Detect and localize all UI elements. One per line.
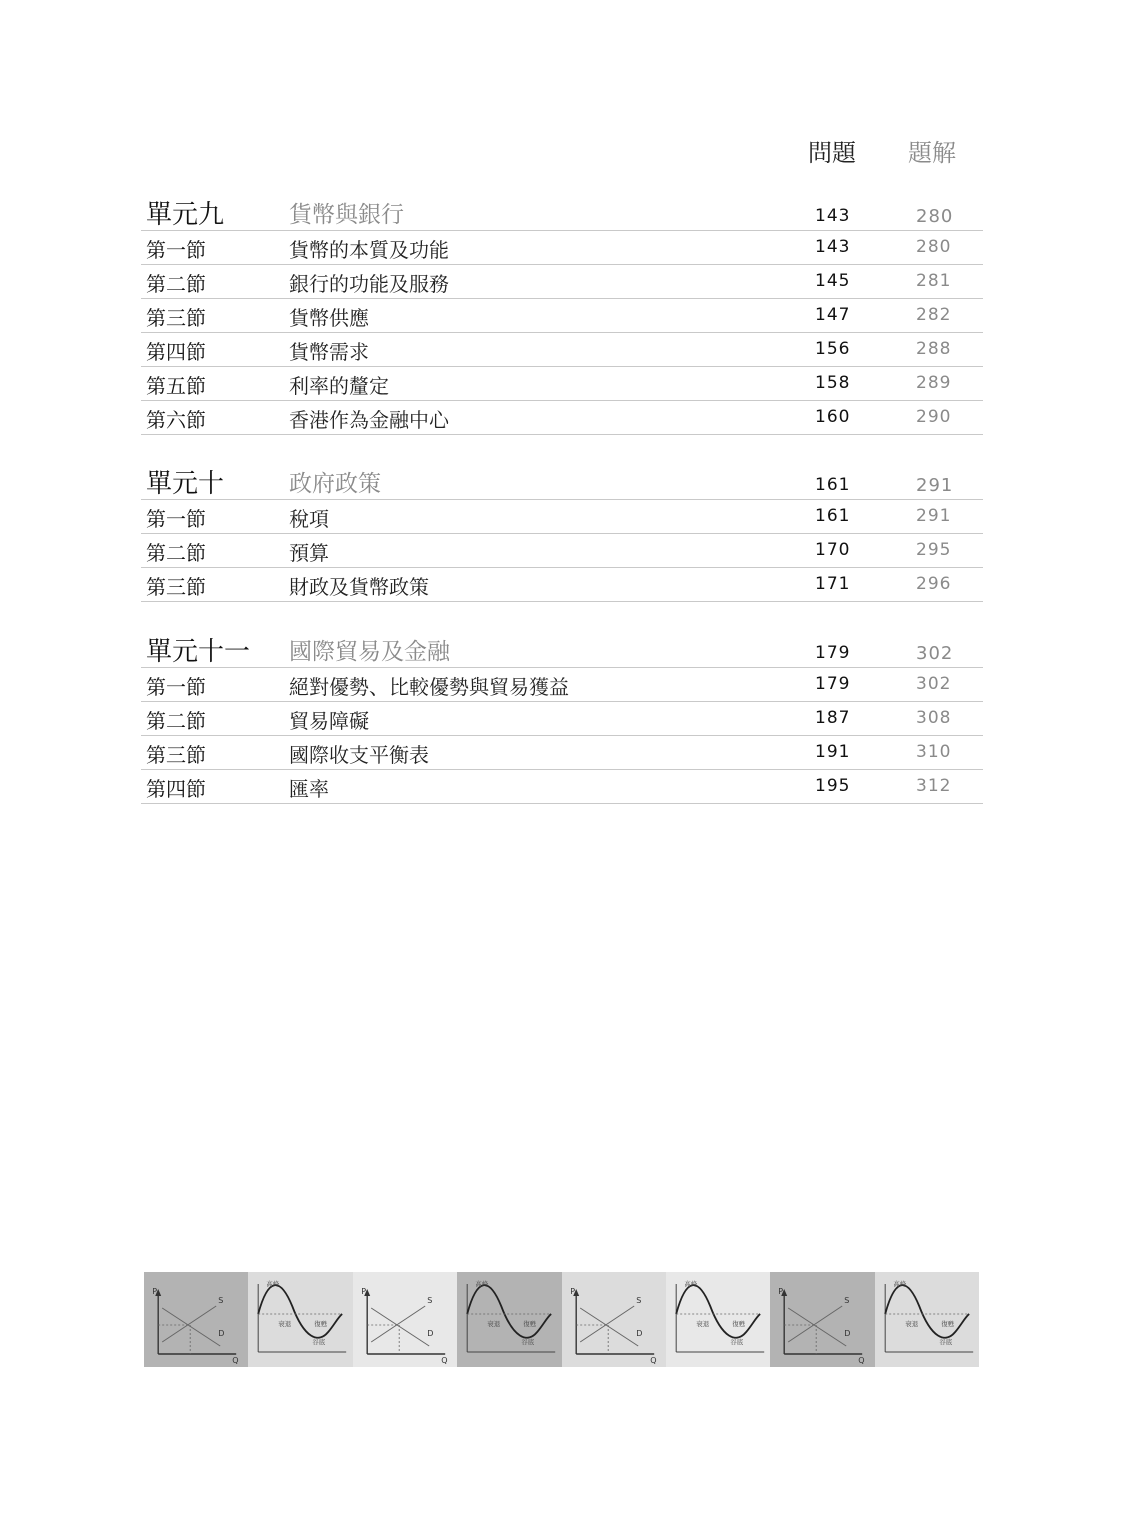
unit-label: 單元十 (146, 469, 225, 499)
supply-label: S (635, 1296, 641, 1305)
supply-demand-graphic (770, 1272, 874, 1367)
price-axis-label: P (152, 1287, 158, 1296)
section-title: 香港作為金融中心 (289, 408, 449, 432)
section-label: 第一節 (146, 238, 206, 262)
unit-label: 單元十一 (146, 637, 251, 667)
recession-label: 衰退 (904, 1320, 918, 1328)
recovery-label: 復甦 (940, 1320, 954, 1328)
section-row[interactable] (141, 534, 983, 568)
supply-label: S (426, 1296, 433, 1305)
question-page: 161 (815, 506, 851, 526)
business-cycle-graphic (248, 1272, 352, 1367)
question-page: 147 (815, 305, 851, 325)
trough-label: 谷底 (521, 1338, 535, 1346)
recession-label: 衰退 (696, 1320, 710, 1328)
supply-demand-graphic (353, 1272, 457, 1367)
quantity-axis-label: Q (649, 1356, 656, 1365)
section-title: 國際收支平衡表 (289, 743, 429, 767)
section-row[interactable] (141, 568, 983, 602)
question-page: 156 (815, 339, 851, 359)
question-page: 143 (815, 206, 851, 226)
unit-10 (141, 463, 983, 602)
supply-label: S (218, 1296, 224, 1305)
section-row[interactable] (141, 702, 983, 736)
question-page: 171 (815, 574, 851, 594)
quantity-axis-label: Q (232, 1356, 239, 1365)
solution-page: 310 (916, 742, 952, 762)
demand-label: D (218, 1329, 225, 1338)
solution-page: 280 (916, 237, 952, 257)
section-row[interactable] (141, 265, 983, 299)
supply-demand-graphic (144, 1272, 248, 1367)
section-row[interactable] (141, 367, 983, 401)
supply-demand-graphic (562, 1272, 666, 1367)
quantity-axis-label: Q (440, 1356, 448, 1365)
recession-label: 衰退 (487, 1320, 501, 1328)
question-page: 161 (815, 475, 851, 495)
recovery-label: 復甦 (523, 1320, 537, 1328)
solution-page: 291 (916, 506, 952, 526)
business-cycle-graphic (666, 1272, 770, 1367)
question-page: 195 (815, 776, 851, 796)
quantity-axis-label: Q (858, 1356, 865, 1365)
section-title: 預算 (289, 541, 329, 565)
section-label: 第三節 (146, 575, 206, 599)
demand-label: D (635, 1329, 642, 1338)
peak-label: 高峰 (475, 1280, 489, 1288)
unit-label: 單元九 (146, 200, 225, 230)
solution-page: 280 (916, 206, 954, 227)
section-label: 第一節 (146, 507, 206, 531)
unit-title: 國際貿易及金融 (289, 639, 450, 665)
question-page: 179 (815, 674, 851, 694)
solution-page: 289 (916, 373, 952, 393)
question-page: 143 (815, 237, 851, 257)
business-cycle-graphic (875, 1272, 979, 1367)
section-row[interactable] (141, 401, 983, 435)
question-page: 158 (815, 373, 851, 393)
peak-label: 高峰 (892, 1280, 906, 1288)
section-title: 匯率 (289, 777, 329, 801)
demand-label: D (844, 1329, 851, 1338)
recovery-label: 復甦 (732, 1320, 746, 1328)
trough-label: 谷底 (312, 1338, 326, 1346)
solution-page: 290 (916, 407, 952, 427)
peak-label: 高峰 (266, 1280, 280, 1288)
price-axis-label: P (778, 1287, 784, 1296)
unit-heading-row[interactable] (141, 194, 983, 231)
section-label: 第三節 (146, 306, 206, 330)
recovery-label: 復甦 (314, 1320, 328, 1328)
section-label: 第四節 (146, 340, 206, 364)
unit-9 (141, 194, 983, 435)
section-label: 第二節 (146, 709, 206, 733)
question-page: 191 (815, 742, 851, 762)
section-label: 第三節 (146, 743, 206, 767)
section-row[interactable] (141, 500, 983, 534)
section-title: 利率的釐定 (289, 374, 389, 398)
section-row[interactable] (141, 736, 983, 770)
unit-heading-row[interactable] (141, 463, 983, 500)
solution-page: 312 (916, 776, 952, 796)
column-header-solutions: 題解 (908, 139, 956, 167)
section-row[interactable] (141, 668, 983, 702)
decorative-graphics-strip (144, 1272, 979, 1367)
question-page: 187 (815, 708, 851, 728)
peak-label: 高峰 (684, 1280, 698, 1288)
supply-label: S (844, 1296, 850, 1305)
trough-label: 谷底 (938, 1338, 952, 1346)
section-title: 絕對優勢、比較優勢與貿易獲益 (289, 675, 569, 699)
solution-page: 302 (916, 643, 954, 664)
section-label: 第五節 (146, 374, 206, 398)
section-title: 財政及貨幣政策 (289, 575, 429, 599)
question-page: 145 (815, 271, 851, 291)
solution-page: 288 (916, 339, 952, 359)
section-label: 第二節 (146, 272, 206, 296)
section-row[interactable] (141, 333, 983, 367)
section-title: 稅項 (289, 507, 329, 531)
solution-page: 295 (916, 540, 952, 560)
section-title: 貨幣的本質及功能 (289, 238, 449, 262)
trough-label: 谷底 (730, 1338, 744, 1346)
section-row[interactable] (141, 770, 983, 804)
business-cycle-graphic (457, 1272, 561, 1367)
section-row[interactable] (141, 231, 983, 265)
unit-11 (141, 631, 983, 804)
solution-page: 296 (916, 574, 952, 594)
section-label: 第四節 (146, 777, 206, 801)
price-axis-label: P (569, 1287, 575, 1296)
section-title: 貿易障礙 (289, 709, 369, 733)
unit-title: 貨幣與銀行 (289, 202, 404, 228)
section-label: 第一節 (146, 675, 206, 699)
solution-page: 302 (916, 674, 952, 694)
price-axis-label: P (360, 1287, 366, 1296)
column-header-questions: 問題 (808, 139, 856, 167)
solution-page: 281 (916, 271, 952, 291)
unit-title: 政府政策 (289, 471, 381, 497)
question-page: 179 (815, 643, 851, 663)
section-label: 第二節 (146, 541, 206, 565)
section-title: 貨幣需求 (289, 340, 369, 364)
question-page: 170 (815, 540, 851, 560)
section-title: 貨幣供應 (289, 306, 369, 330)
demand-label: D (426, 1329, 434, 1338)
solution-page: 308 (916, 708, 952, 728)
solution-page: 291 (916, 475, 954, 496)
section-title: 銀行的功能及服務 (289, 272, 449, 296)
section-label: 第六節 (146, 408, 206, 432)
unit-heading-row[interactable] (141, 631, 983, 668)
solution-page: 282 (916, 305, 952, 325)
question-page: 160 (815, 407, 851, 427)
recession-label: 衰退 (278, 1320, 292, 1328)
section-row[interactable] (141, 299, 983, 333)
